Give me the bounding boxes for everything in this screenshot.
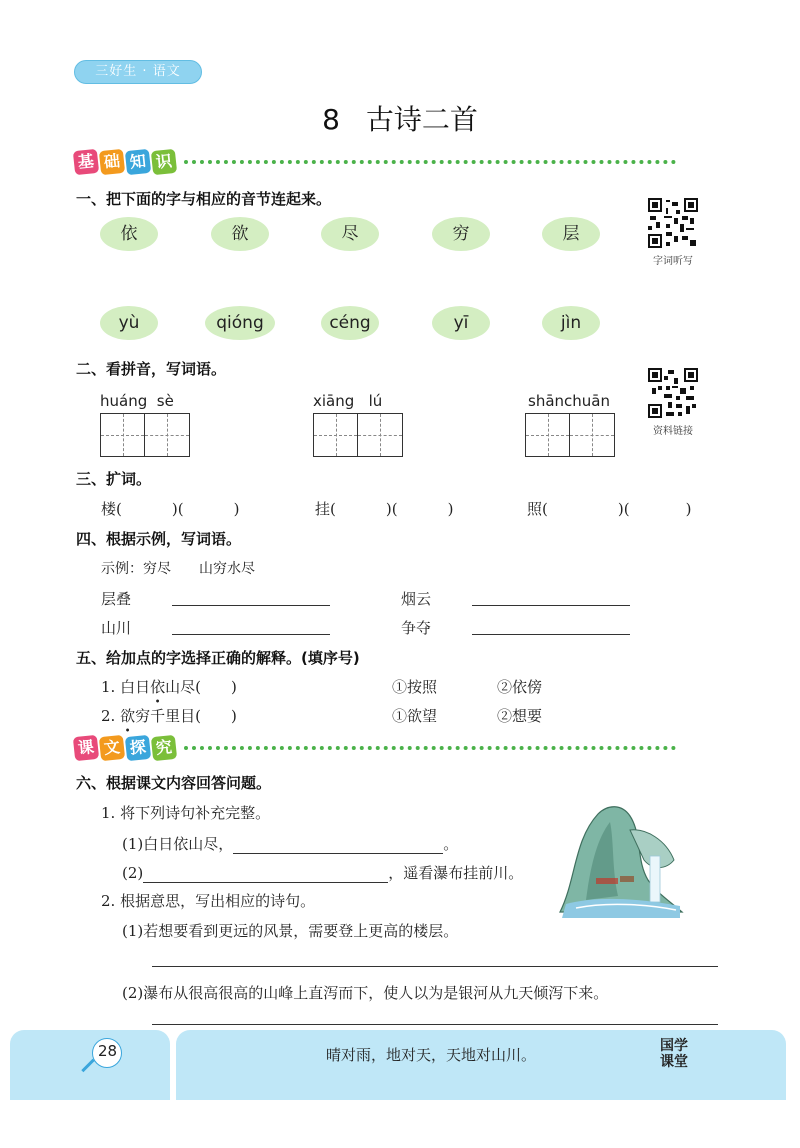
banner-char: 基: [73, 149, 99, 175]
qr-caption: 字词听写: [653, 256, 693, 267]
answer-line[interactable]: [143, 864, 388, 883]
answer-line[interactable]: [152, 1024, 718, 1025]
answer-line[interactable]: [472, 605, 630, 606]
page-number: 28: [97, 1042, 118, 1060]
character-oval[interactable]: 尽: [321, 217, 379, 251]
series-tag: 三好生 · 语文: [74, 60, 202, 84]
poem-line: (2) ，遥看瀑布挂前川。: [122, 864, 524, 882]
question-6-prompt: 六、根据课文内容回答问题。: [76, 774, 272, 792]
waterfall-mountain-illustration: [556, 800, 686, 920]
banner-divider: [184, 746, 676, 750]
character-oval[interactable]: 穷: [432, 217, 490, 251]
syllable-oval[interactable]: jìn: [542, 306, 600, 340]
option-1: ①按照: [392, 678, 438, 696]
answer-line[interactable]: [233, 835, 443, 854]
lesson-number: 8: [322, 103, 340, 136]
answer-line[interactable]: [152, 966, 718, 967]
syllable-oval[interactable]: yī: [432, 306, 490, 340]
character-oval[interactable]: 层: [542, 217, 600, 251]
pinyin-label: huáng sè: [100, 392, 174, 410]
banner-char: 础: [99, 149, 125, 175]
option-2: ②想要: [497, 707, 543, 725]
answer-line[interactable]: [172, 634, 330, 635]
sub-question-prompt: (1)若想要看到更远的风景，需要登上更高的楼层。: [122, 922, 459, 940]
writing-grid[interactable]: [313, 413, 403, 457]
poem-line: (1)白日依山尽， 。: [122, 835, 459, 853]
question-3-prompt: 三、扩词。: [76, 470, 152, 488]
writing-grid[interactable]: [525, 413, 615, 457]
sub-question: 1. 将下列诗句补充完整。: [101, 804, 271, 822]
question-5-prompt: 五、给加点的字选择正确的解释。(填序号): [76, 649, 360, 667]
sub-question: 2. 根据意思，写出相应的诗句。: [101, 892, 316, 910]
qr-code-icon[interactable]: [648, 368, 698, 418]
section-banner-basics: [74, 150, 176, 174]
banner-char: 文: [99, 735, 125, 761]
extend-word-item: 楼( )( ): [101, 500, 240, 518]
brand-label: 国学 课堂: [660, 1038, 688, 1070]
syllable-oval[interactable]: céng: [321, 306, 379, 340]
footer-quote-panel: [176, 1030, 786, 1100]
word-label: 争夺: [401, 619, 432, 637]
pinyin-label: xiāng lú: [313, 392, 383, 410]
lesson-title: 古诗二首: [365, 103, 478, 136]
banner-char: 究: [151, 735, 177, 761]
answer-line[interactable]: [172, 605, 330, 606]
word-label: 山川: [101, 619, 132, 637]
banner-char: 探: [125, 735, 151, 761]
answer-line[interactable]: [472, 634, 630, 635]
syllable-oval[interactable]: qióng: [205, 306, 275, 340]
banner-divider: [184, 160, 676, 164]
qr-caption: 资料链接: [653, 426, 693, 437]
choice-item: 2. 欲穷千里目( ): [101, 707, 237, 725]
option-2: ②依傍: [497, 678, 543, 696]
banner-char: 识: [151, 149, 177, 175]
syllable-oval[interactable]: yù: [100, 306, 158, 340]
question-4-prompt: 四、根据示例，写词语。: [76, 530, 242, 548]
extend-word-item: 挂( )( ): [315, 500, 454, 518]
word-label: 烟云: [401, 590, 432, 608]
pinyin-label: shānchuān: [528, 392, 610, 410]
choice-item: 1. 白日依山尽( ): [101, 678, 237, 696]
section-banner-text-study: [74, 736, 176, 760]
banner-char: 知: [125, 149, 151, 175]
qr-code-icon[interactable]: [648, 198, 698, 248]
question-2-prompt: 二、看拼音，写词语。: [76, 360, 227, 378]
word-label: 层叠: [101, 590, 132, 608]
writing-grid[interactable]: [100, 413, 190, 457]
page-title: [0, 98, 800, 138]
extend-word-item: 照( )( ): [527, 500, 692, 518]
sub-question-prompt: (2)瀑布从很高很高的山峰上直泻而下，使人以为是银河从九天倾泻下来。: [122, 984, 609, 1002]
banner-char: 课: [73, 735, 99, 761]
example-text: 示例：穷尽 山穷水尽: [101, 561, 255, 577]
footer-quote: 晴对雨，地对天，天地对山川。: [326, 1046, 537, 1064]
character-oval[interactable]: 依: [100, 217, 158, 251]
option-1: ①欲望: [392, 707, 438, 725]
question-1-prompt: 一、把下面的字与相应的音节连起来。: [76, 190, 332, 208]
character-oval[interactable]: 欲: [211, 217, 269, 251]
